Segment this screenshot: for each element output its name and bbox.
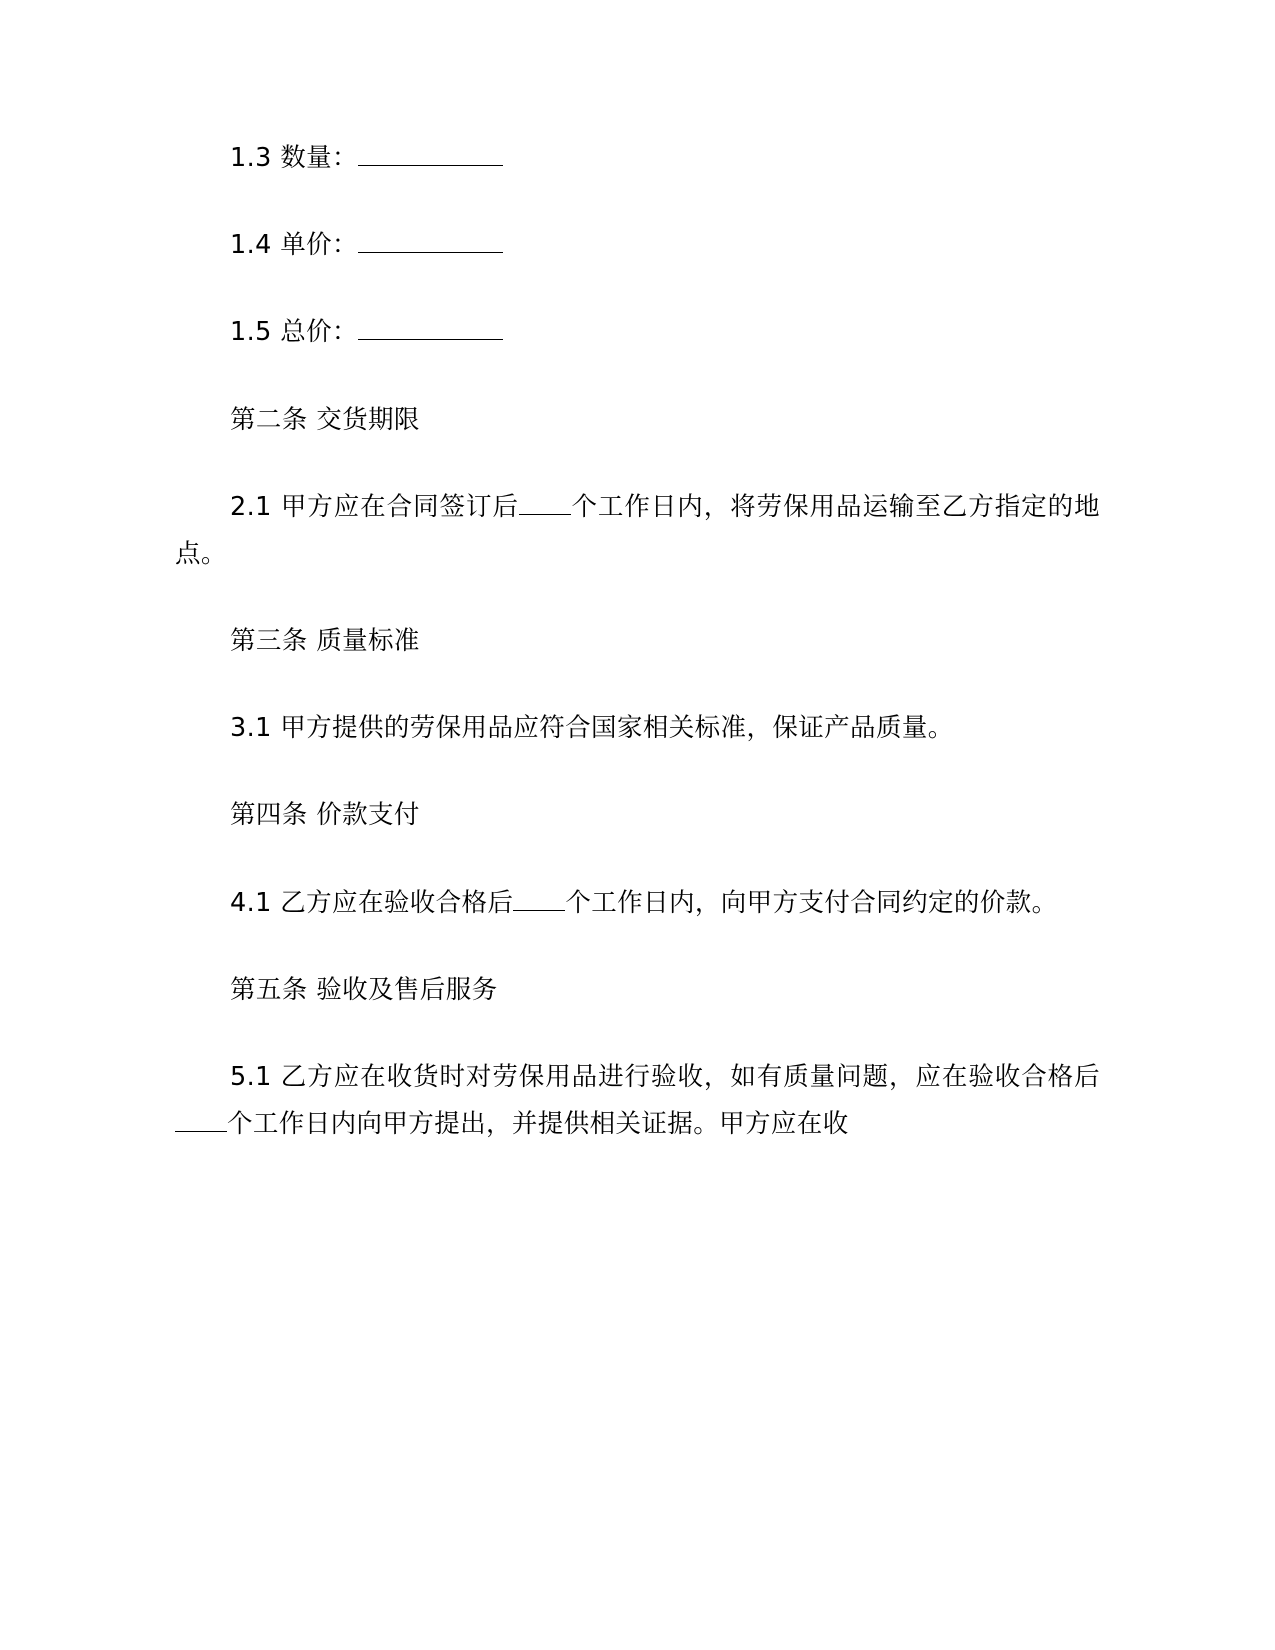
paragraph-text: 4.1 乙方应在验收合格后 xyxy=(230,887,514,918)
fill-in-blank[interactable] xyxy=(175,1104,227,1132)
fill-in-blank[interactable] xyxy=(358,225,503,253)
heading-article-three xyxy=(175,618,1100,665)
fill-in-blank[interactable] xyxy=(358,313,503,341)
heading-article-five xyxy=(175,967,1100,1014)
heading-article-four xyxy=(175,792,1100,839)
paragraph-text: 第二条 交货期限 xyxy=(230,404,420,435)
clause-delivery-period xyxy=(175,484,1100,578)
clause-payment xyxy=(175,880,1100,927)
clause-quantity xyxy=(175,135,1100,182)
clause-total-price xyxy=(175,309,1100,356)
paragraph-text: 第四条 价款支付 xyxy=(230,800,420,831)
paragraph-text: 1.5 总价： xyxy=(230,317,358,348)
clause-unit-price xyxy=(175,222,1100,269)
clause-acceptance-after-sales xyxy=(175,1054,1100,1148)
paragraph-text: 2.1 甲方应在合同签订后 xyxy=(230,491,519,522)
paragraph-text: 第三条 质量标准 xyxy=(230,626,420,657)
paragraph-text: 1.4 单价： xyxy=(230,230,358,261)
paragraph-text: 第五条 验收及售后服务 xyxy=(230,974,498,1005)
paragraph-text-continued: 个工作日内，向甲方支付合同约定的价款。 xyxy=(565,887,1058,918)
paragraph-text: 5.1 乙方应在收货时对劳保用品进行验收，如有质量问题，应在验收合格后 xyxy=(230,1061,1100,1092)
heading-article-two xyxy=(175,397,1100,444)
document-body xyxy=(175,135,1100,1148)
fill-in-blank[interactable] xyxy=(513,883,565,911)
paragraph-text-continued: 个工作日内，将劳保用品运输至乙方指定的地点。 xyxy=(175,491,1100,569)
paragraph-text-continued: 个工作日内向甲方提出，并提供相关证据。甲方应在收 xyxy=(227,1109,849,1140)
fill-in-blank[interactable] xyxy=(519,487,571,515)
fill-in-blank[interactable] xyxy=(358,138,503,166)
clause-quality-standard xyxy=(175,705,1100,752)
paragraph-text: 3.1 甲方提供的劳保用品应符合国家相关标准，保证产品质量。 xyxy=(230,713,954,744)
paragraph-text: 1.3 数量： xyxy=(230,143,358,173)
